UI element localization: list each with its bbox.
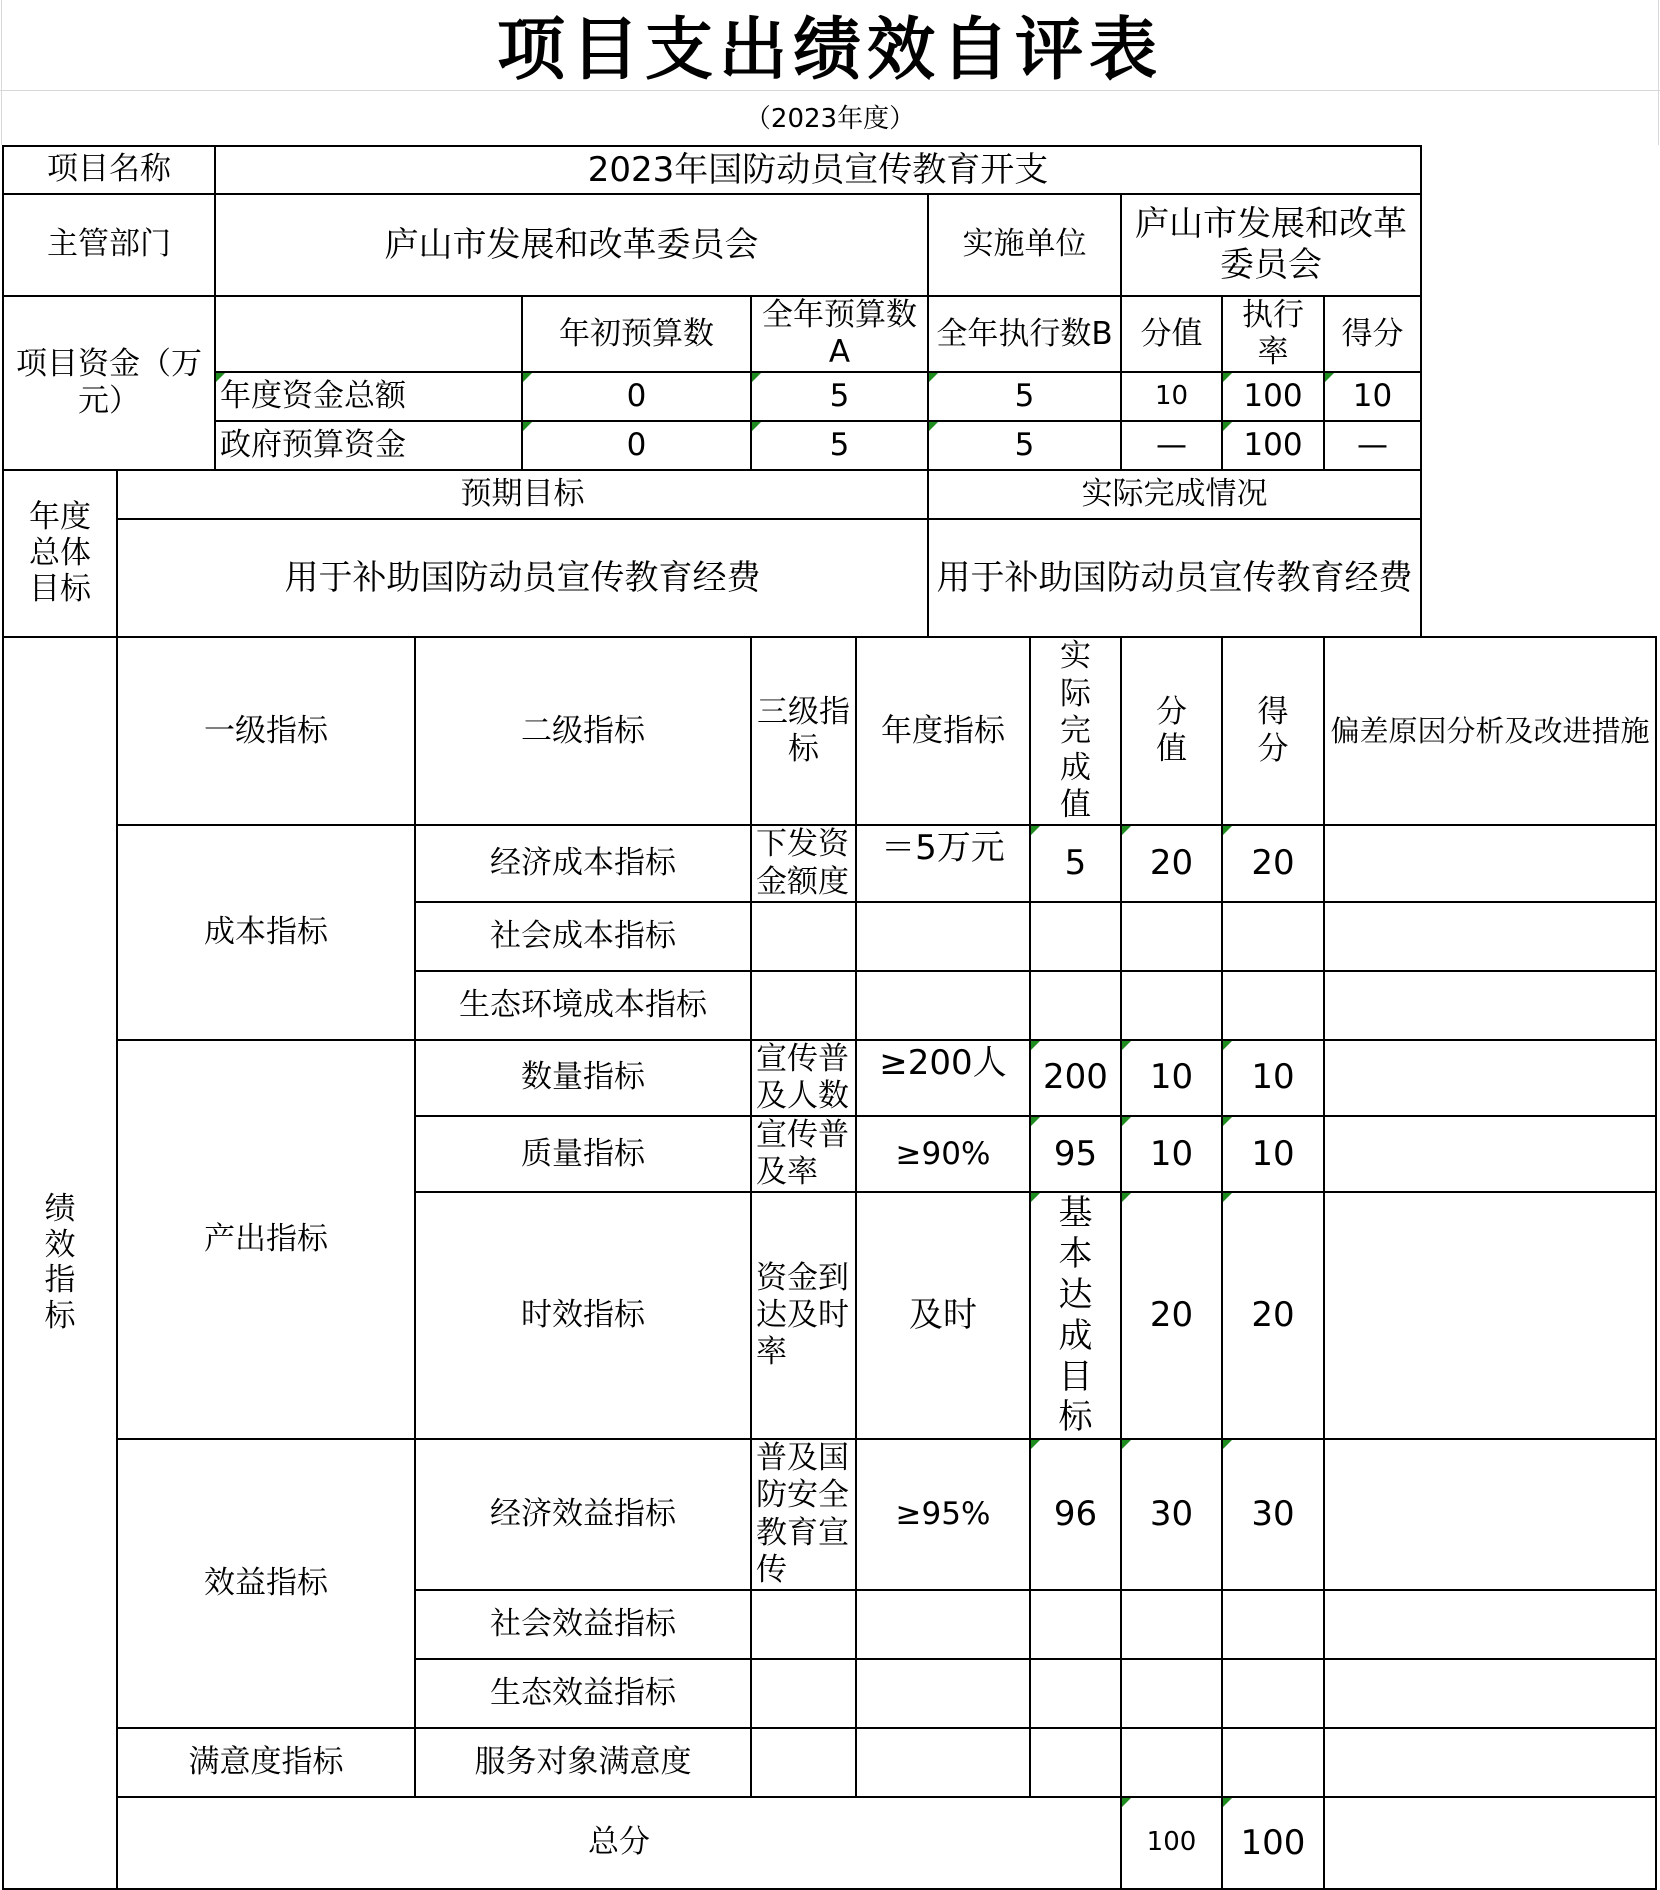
score-value [1222, 902, 1324, 971]
actual-value: 200 [1030, 1040, 1121, 1116]
annual-target: ≥95% [856, 1439, 1030, 1590]
funds-rate-value: 100 [1222, 421, 1324, 470]
actual-value: 基本达成目标 [1030, 1192, 1121, 1439]
level3-indicator: 普及国防安全教育宣传 [751, 1439, 856, 1590]
project-name-row [3, 146, 1656, 194]
remark-cell [1324, 1192, 1656, 1439]
year-label: （2023年度） [744, 104, 916, 134]
weight-value: 20 [1121, 825, 1222, 901]
remark-cell [1324, 902, 1656, 971]
total-score: 100 [1222, 1797, 1324, 1889]
self-evaluation-table [2, 145, 1657, 1863]
form-title: 项目支出绩效自评表 [496, 10, 1163, 90]
actual-value [1030, 1659, 1121, 1728]
indicator-header-level3: 三级指标 [751, 637, 856, 825]
score-value: 20 [1222, 1192, 1324, 1439]
funds-header-annual: 全年预算数A [751, 296, 928, 372]
expected-goal-label: 预期目标 [117, 470, 928, 519]
level3-indicator [751, 1659, 856, 1728]
project-name-value: 2023年国防动员宣传教育开支 [215, 146, 1421, 194]
indicator-row [3, 1728, 1656, 1797]
funds-header-weight: 分值 [1121, 296, 1222, 372]
level2-indicator: 经济成本指标 [415, 825, 751, 901]
level2-indicator: 经济效益指标 [415, 1439, 751, 1590]
indicators-section-label: 绩效指标 [3, 637, 117, 1889]
sheet-gridline [1658, 0, 1659, 145]
weight-value: 20 [1121, 1192, 1222, 1439]
sheet-gridline [0, 90, 1660, 91]
funds-annual-value: 5 [751, 372, 928, 421]
level3-indicator [751, 971, 856, 1040]
level2-indicator: 社会效益指标 [415, 1590, 751, 1659]
score-value: 30 [1222, 1439, 1324, 1590]
indicator-header-remark: 偏差原因分析及改进措施 [1324, 637, 1656, 825]
weight-value: 10 [1121, 1116, 1222, 1192]
funds-executed-value: 5 [928, 372, 1121, 421]
expected-goal-text: 用于补助国防动员宣传教育经费 [117, 519, 928, 637]
score-value [1222, 1590, 1324, 1659]
funds-header-executed: 全年执行数B [928, 296, 1121, 372]
remark-cell [1324, 825, 1656, 901]
impl-value: 庐山市发展和改革委员会 [1121, 194, 1421, 296]
group-output-label: 产出指标 [117, 1040, 415, 1440]
score-value: 10 [1222, 1040, 1324, 1116]
actual-value [1030, 1728, 1121, 1797]
total-row [3, 1797, 1656, 1889]
funds-blank-header [215, 296, 522, 372]
funds-label: 项目资金（万元） [3, 296, 215, 470]
remark-cell [1324, 1590, 1656, 1659]
funds-header-row [3, 296, 1656, 372]
weight-value [1121, 971, 1222, 1040]
indicator-header-score: 得分 [1222, 637, 1324, 825]
group-benefit-label: 效益指标 [117, 1439, 415, 1728]
goal-header-row [3, 470, 1656, 519]
funds-score-value: — [1324, 421, 1421, 470]
actual-value: 5 [1030, 825, 1121, 901]
funds-initial-value: 0 [522, 372, 751, 421]
total-weight: 100 [1121, 1797, 1222, 1889]
total-remark [1324, 1797, 1656, 1889]
total-label: 总分 [117, 1797, 1121, 1889]
group-cost-label: 成本指标 [117, 825, 415, 1039]
funds-weight-value: — [1121, 421, 1222, 470]
annual-target [856, 902, 1030, 971]
actual-value: 96 [1030, 1439, 1121, 1590]
indicator-row [3, 825, 1656, 901]
funds-weight-value: 10 [1121, 372, 1222, 421]
annual-target: 及时 [856, 1192, 1030, 1439]
remark-cell [1324, 1728, 1656, 1797]
indicator-row [3, 1439, 1656, 1590]
goal-content-row [3, 519, 1656, 637]
level2-indicator: 生态环境成本指标 [415, 971, 751, 1040]
weight-value: 10 [1121, 1040, 1222, 1116]
funds-initial-value: 0 [522, 421, 751, 470]
remark-cell [1324, 1116, 1656, 1192]
score-value: 10 [1222, 1116, 1324, 1192]
impl-label: 实施单位 [928, 194, 1121, 296]
annual-target: ≥90% [856, 1116, 1030, 1192]
level3-indicator: 宣传普及率 [751, 1116, 856, 1192]
dept-value: 庐山市发展和改革委员会 [215, 194, 928, 296]
annual-target [856, 1659, 1030, 1728]
indicator-header-level2: 二级指标 [415, 637, 751, 825]
goal-label: 年度总体目标 [3, 470, 117, 637]
level2-indicator: 数量指标 [415, 1040, 751, 1116]
level2-indicator: 服务对象满意度 [415, 1728, 751, 1797]
indicator-header-row [3, 637, 1656, 825]
funds-annual-value: 5 [751, 421, 928, 470]
level2-indicator: 时效指标 [415, 1192, 751, 1439]
actual-goal-text: 用于补助国防动员宣传教育经费 [928, 519, 1421, 637]
weight-value [1121, 902, 1222, 971]
indicator-header-actual: 实际完成值 [1030, 637, 1121, 825]
weight-value [1121, 1659, 1222, 1728]
funds-rate-value: 100 [1222, 372, 1324, 421]
actual-value: 95 [1030, 1116, 1121, 1192]
funds-score-value: 10 [1324, 372, 1421, 421]
annual-target [856, 1590, 1030, 1659]
annual-target [856, 971, 1030, 1040]
score-value: 20 [1222, 825, 1324, 901]
score-value [1222, 1659, 1324, 1728]
remark-cell [1324, 1659, 1656, 1728]
remark-cell [1324, 1040, 1656, 1116]
annual-target: ＝5万元 [856, 825, 1030, 901]
score-value [1222, 1728, 1324, 1797]
level3-indicator [751, 902, 856, 971]
level2-indicator: 生态效益指标 [415, 1659, 751, 1728]
indicator-header-level1: 一级指标 [117, 637, 415, 825]
project-name-label: 项目名称 [3, 146, 215, 194]
indicator-header-weight: 分值 [1121, 637, 1222, 825]
annual-target [856, 1728, 1030, 1797]
funds-executed-value: 5 [928, 421, 1121, 470]
level2-indicator: 社会成本指标 [415, 902, 751, 971]
score-value [1222, 971, 1324, 1040]
level3-indicator: 宣传普及人数 [751, 1040, 856, 1116]
funds-header-initial: 年初预算数 [522, 296, 751, 372]
funds-row [3, 372, 1656, 421]
funds-header-rate: 执行率 [1222, 296, 1324, 372]
indicator-header-target: 年度指标 [856, 637, 1030, 825]
actual-value [1030, 1590, 1121, 1659]
funds-row [3, 421, 1656, 470]
actual-goal-label: 实际完成情况 [928, 470, 1421, 519]
actual-value [1030, 971, 1121, 1040]
annual-target: ≥200人 [856, 1040, 1030, 1116]
level3-indicator: 下发资金额度 [751, 825, 856, 901]
level3-indicator [751, 1728, 856, 1797]
remark-cell [1324, 971, 1656, 1040]
funds-row-name: 年度资金总额 [215, 372, 522, 421]
weight-value [1121, 1728, 1222, 1797]
funds-header-score: 得分 [1324, 296, 1421, 372]
actual-value [1030, 902, 1121, 971]
dept-label: 主管部门 [3, 194, 215, 296]
group-satisfaction-label: 满意度指标 [117, 1728, 415, 1797]
level3-indicator [751, 1590, 856, 1659]
weight-value: 30 [1121, 1439, 1222, 1590]
indicator-row [3, 1040, 1656, 1116]
department-row [3, 194, 1656, 296]
sheet-gridline [1, 0, 2, 145]
remark-cell [1324, 1439, 1656, 1590]
weight-value [1121, 1590, 1222, 1659]
level3-indicator: 资金到达及时率 [751, 1192, 856, 1439]
funds-row-name: 政府预算资金 [215, 421, 522, 470]
level2-indicator: 质量指标 [415, 1116, 751, 1192]
